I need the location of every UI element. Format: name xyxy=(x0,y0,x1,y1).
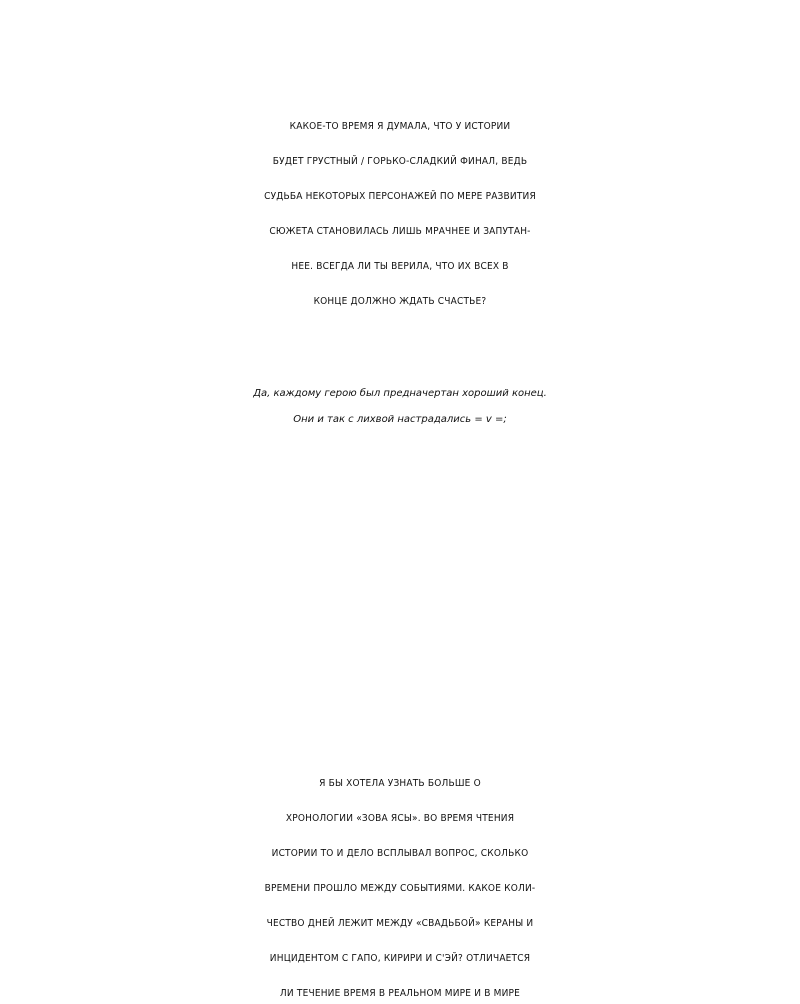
question-1 xyxy=(0,109,800,319)
answer-1 xyxy=(0,381,800,433)
question-1-line: СУДЬБА НЕКОТОРЫХ ПЕРСОНАЖЕЙ ПО МЕРЕ РАЗВИТИЯ xyxy=(264,191,536,202)
question-2-line: ИСТОРИИ ТО И ДЕЛО ВСПЛЫВАЛ ВОПРОС, СКОЛЬКО xyxy=(271,848,529,859)
question-2-line: ЛИ ТЕЧЕНИЕ ВРЕМЯ В РЕАЛЬНОМ МИРЕ И В МИРЕ xyxy=(279,988,521,999)
question-2-line: ХРОНОЛОГИИ «ЗОВА ЯСЫ». ВО ВРЕМЯ ЧТЕНИЯ xyxy=(285,813,515,824)
question-1-line: КАКОЕ-ТО ВРЕМЯ Я ДУМАЛА, ЧТО У ИСТОРИИ xyxy=(289,121,511,132)
question-2-line: ВРЕМЕНИ ПРОШЛО МЕЖДУ СОБЫТИЯМИ. КАКОЕ КОЛИ- xyxy=(264,883,536,894)
question-1-line: НЕЕ. ВСЕГДА ЛИ ТЫ ВЕРИЛА, ЧТО ИХ ВСЕХ В xyxy=(291,261,509,272)
question-1-line: БУДЕТ ГРУСТНЫЙ / ГОРЬКО-СЛАДКИЙ ФИНАЛ, ВЕДЬ xyxy=(272,156,528,167)
question-2 xyxy=(0,766,800,1004)
answer-1-line: Они и так с лихвой настрадались = v =; xyxy=(293,414,507,425)
question-1-line: СЮЖЕТА СТАНОВИЛАСЬ ЛИШЬ МРАЧНЕЕ И ЗАПУТАН- xyxy=(269,226,531,237)
question-2-line: ЧЕСТВО ДНЕЙ ЛЕЖИТ МЕЖДУ «СВАДЬБОЙ» КЕРАНЫ И xyxy=(266,918,534,929)
question-2-line: Я БЫ ХОТЕЛА УЗНАТЬ БОЛЬШЕ О xyxy=(319,778,481,789)
answer-1-line: Да, каждому герою был предначертан хороший конец. xyxy=(253,388,547,399)
question-2-line: ИНЦИДЕНТОМ С ГАПО, КИРИРИ И С'ЭЙ? ОТЛИЧАЕТСЯ xyxy=(269,953,531,964)
question-1-line: КОНЦЕ ДОЛЖНО ЖДАТЬ СЧАСТЬЕ? xyxy=(313,296,487,307)
